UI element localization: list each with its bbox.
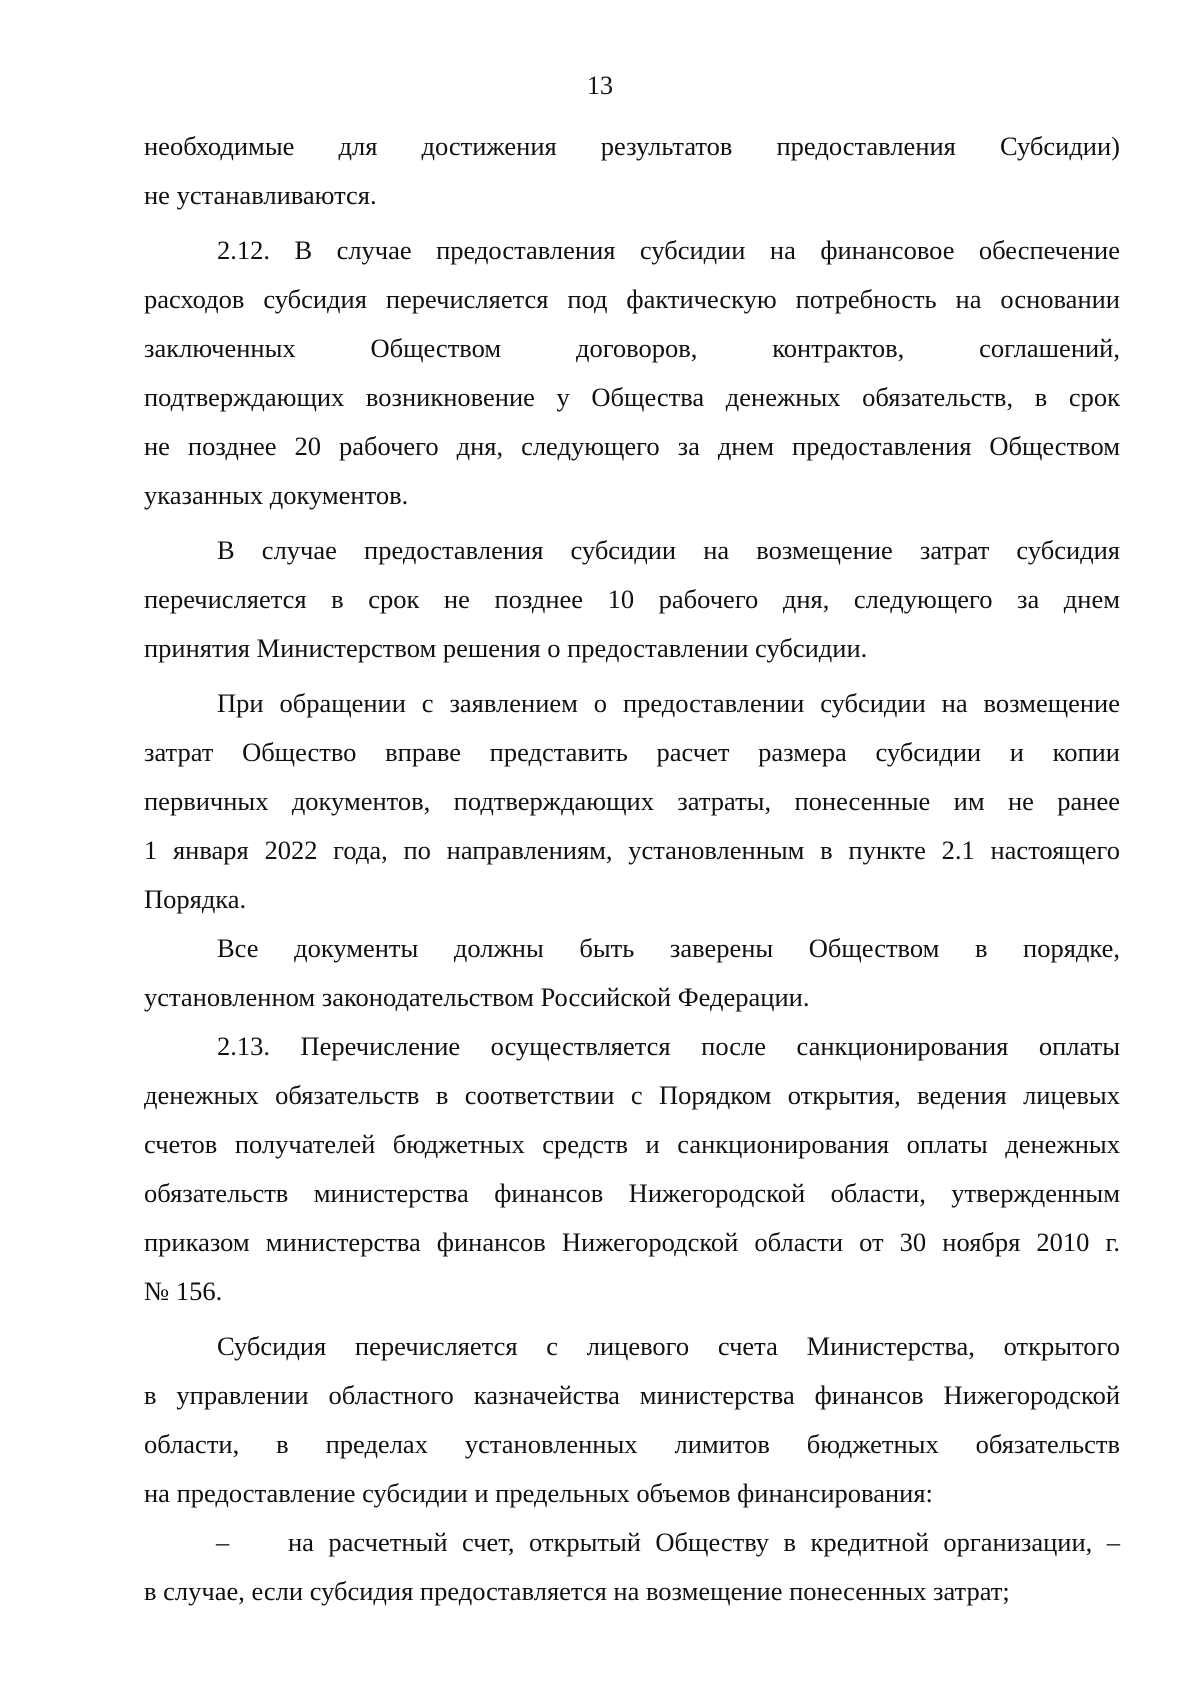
text-line: в случае, если субсидия предоставляется на возмещение понесенных затрат; xyxy=(144,1576,1010,1606)
list-dash: – xyxy=(216,1527,230,1557)
text-line: указанных документов. xyxy=(144,480,409,510)
text-line: № 156. xyxy=(144,1276,223,1306)
text-line: области, в пределах установленных лимитов бюджетных обязательств xyxy=(144,1429,1120,1459)
text-line: счетов получателей бюджетных средств и санкционирования оплаты денежных xyxy=(144,1129,1120,1159)
document-body xyxy=(144,122,1120,1616)
text-line: затрат Общество вправе представить расчет размера субсидии и копии xyxy=(144,737,1120,767)
text-line: Порядка. xyxy=(144,884,247,914)
text-line: первичных документов, подтверждающих затраты, понесенные им не ранее xyxy=(144,786,1120,816)
paragraph-2-12 xyxy=(144,226,1120,520)
text-line: При обращении с заявлением о предоставлении субсидии на возмещение xyxy=(217,688,1120,718)
list-item-text: на расчетный счет, открытый Обществу в кредитной организации, – xyxy=(288,1527,1120,1557)
text-line: приказом министерства финансов Нижегородской области от 30 ноября 2010 г. xyxy=(144,1227,1120,1257)
text-line: Субсидия перечисляется с лицевого счета Министерства, открытого xyxy=(217,1331,1120,1361)
text-line: в управлении областного казначейства министерства финансов Нижегородской xyxy=(144,1380,1120,1410)
text-line: расходов субсидия перечисляется под фактическую потребность на основании xyxy=(144,284,1120,314)
text-line: не устанавливаются. xyxy=(144,180,377,210)
text-line: не позднее 20 рабочего дня, следующего за днем предоставления Обществом xyxy=(144,431,1120,461)
text-line: перечисляется в срок не позднее 10 рабочего дня, следующего за днем xyxy=(144,584,1120,614)
paragraph-account-transfer xyxy=(144,1322,1120,1518)
text-line: необходимые для достижения результатов предоставления Субсидии) xyxy=(144,131,1120,161)
paragraph-certification xyxy=(144,924,1120,1022)
paragraph-application xyxy=(144,679,1120,924)
text-line: заключенных Обществом договоров, контрактов, соглашений, xyxy=(144,333,1120,363)
text-line: Все документы должны быть заверены Обществом в порядке, xyxy=(217,933,1120,963)
text-line: В случае предоставления субсидии на возмещение затрат субсидия xyxy=(217,535,1120,565)
text-line: денежных обязательств в соответствии с Порядком открытия, ведения лицевых xyxy=(144,1080,1120,1110)
text-line: установленном законодательством Российской Федерации. xyxy=(144,982,810,1012)
text-line: 2.13. Перечисление осуществляется после санкционирования оплаты xyxy=(217,1031,1120,1061)
text-line: обязательств министерства финансов Нижегородской области, утвержденным xyxy=(144,1178,1120,1208)
text-line: 1 января 2022 года, по направлениям, установленным в пункте 2.1 настоящего xyxy=(144,835,1120,865)
paragraph-2-13 xyxy=(144,1022,1120,1316)
text-line: на предоставление субсидии и предельных объемов финансирования: xyxy=(144,1478,933,1508)
paragraph-reimbursement-transfer xyxy=(144,526,1120,673)
text-line: подтверждающих возникновение у Общества денежных обязательств, в срок xyxy=(144,382,1120,412)
page-number: 13 xyxy=(587,71,613,100)
list-item-settlement-account xyxy=(144,1518,1120,1616)
paragraph-subsidy-results xyxy=(144,122,1120,220)
text-line: 2.12. В случае предоставления субсидии на финансовое обеспечение xyxy=(217,235,1120,265)
text-line: принятия Министерством решения о предоставлении субсидии. xyxy=(144,633,868,663)
text-line xyxy=(144,1518,1120,1567)
